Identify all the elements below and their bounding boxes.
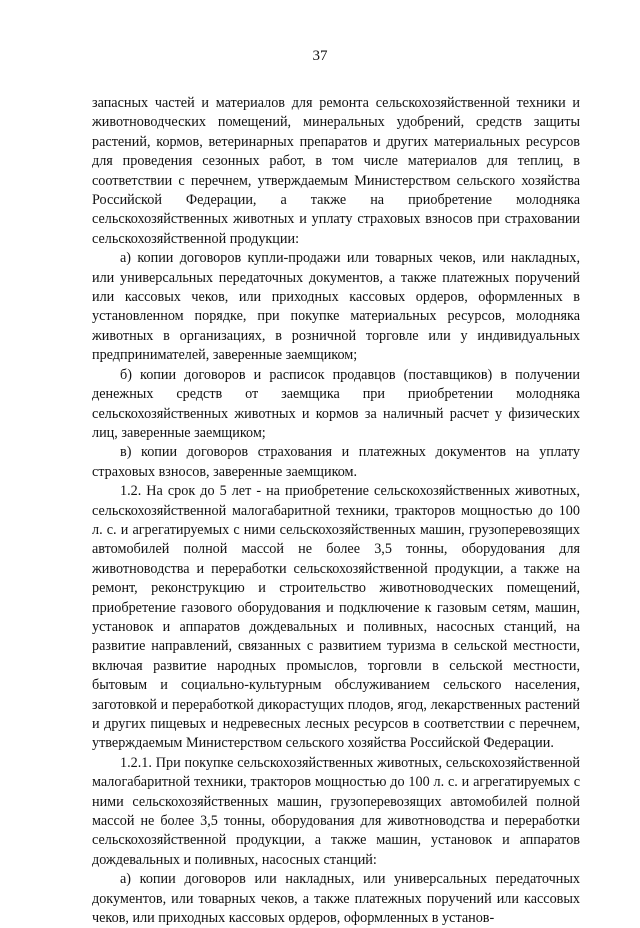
paragraph-section-1-2-1: 1.2.1. При покупке сельскохозяйственных животных, сельскохозяйственной малогабаритной техники, тракторов мощностью до 100 л. с. и агрегатируемых с ними сельскохозяйственных машин, грузоперевозящих автомобилей полной массой не более 3,5 тонны, оборудования для животноводства и переработки сельскохозяйственной продукции, а также машин, установок и аппаратов дождевальных и поливных, насосных станций: — [92, 754, 580, 868]
paragraph-item-a: а) копии договоров купли-продажи или товарных чеков, или накладных, или универсальных передаточных документов, а также платежных поручений или кассовых чеков, или приходных кассовых ордеров, оформленных в установленном порядке, при покупке материальных ресурсов, молодняка животных в организациях, в розничной торговле или у индивидуальных предпринимателей, заверенные заемщиком; — [92, 250, 580, 364]
paragraph-item-b: б) копии договоров и расписок продавцов (поставщиков) в получении денежных средств от заемщика при приобретении молодняка сельскохозяйственных животных и кормов за наличный расчет у физических лиц, заверенные заемщиком; — [92, 366, 580, 441]
paragraph-item-a-2: а) копии договоров или накладных, или универсальных передаточных документов, или товарных чеков, а также платежных поручений или кассовых чеков, или приходных кассовых ордеров, оформленных в установ- — [92, 871, 580, 927]
paragraph-continuation: запасных частей и материалов для ремонта сельскохозяйственной техники и животноводческих помещений, минеральных удобрений, средств защиты растений, кормов, ветеринарных препаратов и других материальных ресурсов для проведения сезонных работ, в том числе материалов для теплиц, в соответствии с перечнем, утверждаемым Министерством сельского хозяйства Российской Федерации, а также на приобретение молодняка сельскохозяйственных животных и уплату страховых взносов при страховании сельскохозяйственной продукции: — [92, 95, 580, 247]
document-body — [92, 94, 580, 928]
page-number: 37 — [312, 48, 328, 64]
paragraph-item-v: в) копии договоров страхования и платежных документов на уплату страховых взносов, заверенные заемщиком. — [92, 444, 580, 480]
paragraph-section-1-2: 1.2. На срок до 5 лет - на приобретение сельскохозяйственных животных, сельскохозяйственной малогабаритной техники, тракторов мощностью до 100 л. с. и агрегатируемых с ними сельскохозяйственных машин, грузоперевозящих автомобилей полной массой не более 3,5 тонны, оборудования для животноводства и переработки сельскохозяйственной продукции, а также на ремонт, реконструкцию и строительство животноводческих помещений, приобретение газового оборудования и подключение к газовым сетям, машин, установок и аппаратов дождевальных и поливных, насосных станций, на развитие направлений, связанных с развитием туризма в сельской местности, включая развитие народных промыслов, торговли в сельской местности, бытовым и социально-культурным обслуживанием сельского населения, заготовкой и переработкой дикорастущих плодов, ягод, лекарственных растений и других пищевых и недревесных лесных ресурсов в соответствии с перечнем, утверждаемым Министерством сельского хозяйства Российской Федерации. — [92, 483, 580, 752]
